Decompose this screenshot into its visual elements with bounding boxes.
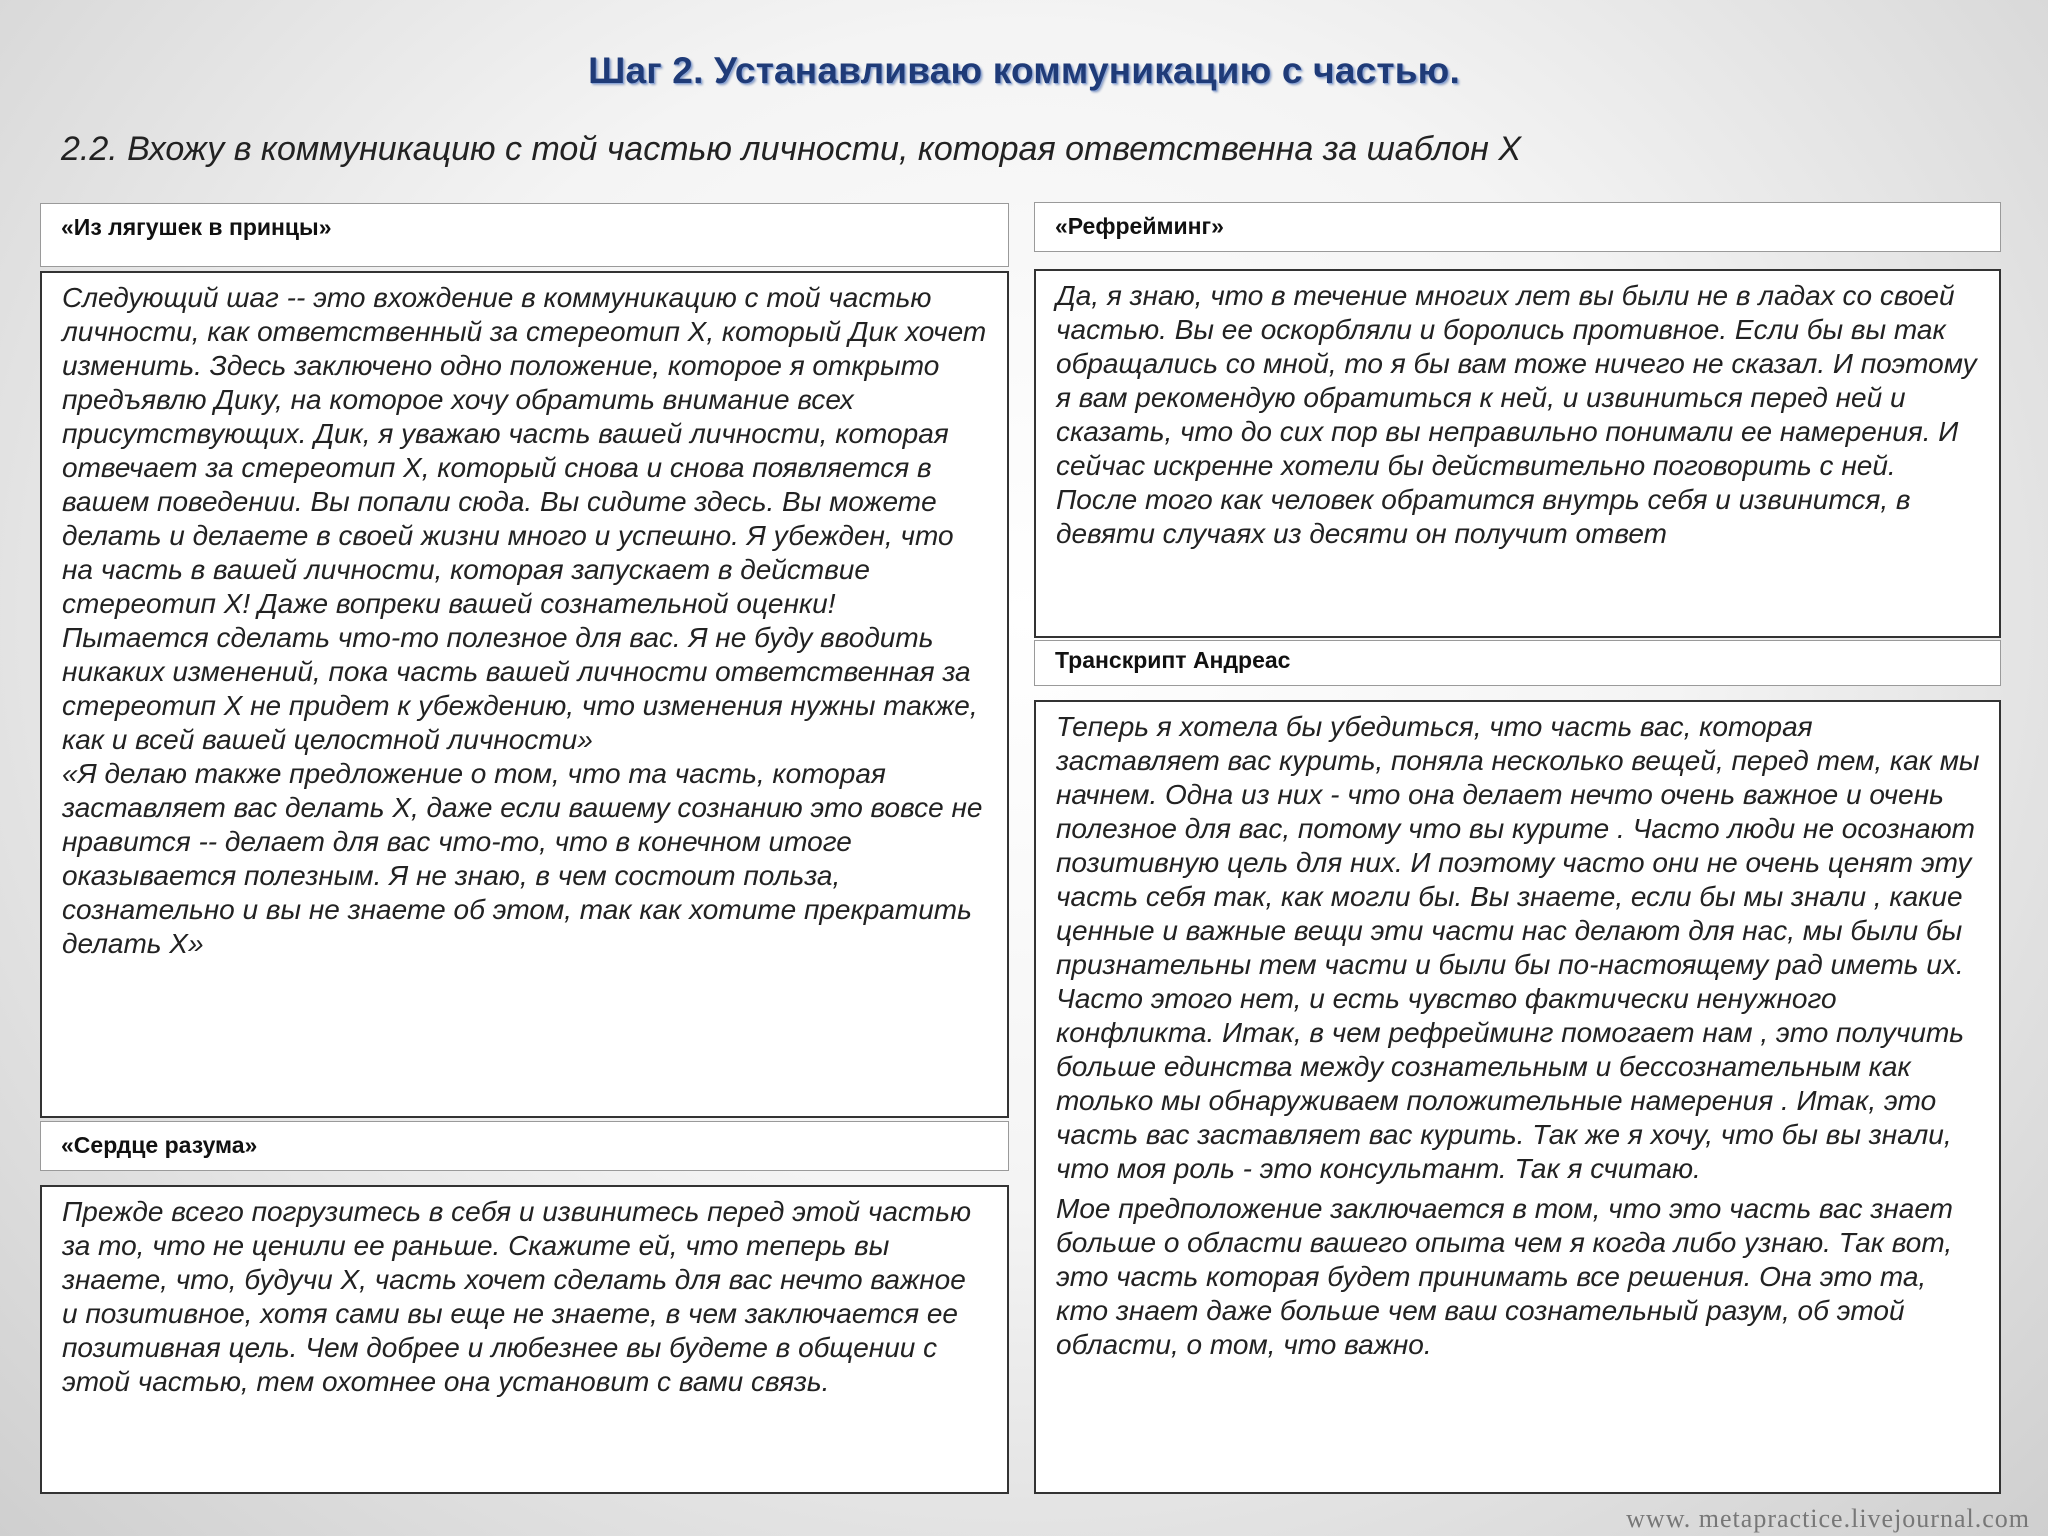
reframing-text-box: [1034, 269, 2001, 638]
heart-of-mind-text: Прежде всего погрузитесь в себя и извинитесь перед этой частью за то, что не ценили ее раньше. Скажите ей, что теперь вы знаете, что, будучи Х, часть хочет сделать для вас нечто важное и позитивное, хотя сами вы еще не знаете, в чем заключается ее позитивная цель. Чем добрее и любезнее вы будете в общении с этой частью, тем охотнее она установит с вами связь.: [62, 1196, 972, 1397]
andreas-transcript-text-2: Мое предположение заключается в том, что это часть вас знает больше о области вашего опыта чем я когда либо узнаю. Так вот, это часть которая будет принимать все решения. Она это та, кто знает даже больше чем ваш сознательный разум, об этой области, о том, что важно.: [1056, 1193, 1953, 1360]
frogs-to-princes-header: [40, 203, 1009, 267]
frogs-to-princes-text: Следующий шаг -- это вхождение в коммуникацию с той частью личности, как ответственный за стереотип Х, который Дик хочет изменить. Здесь заключено одно положение, которое я открыто предъявлю Дику, на которое хочу обратить внимание всех присутствующих. Дик, я уважаю часть вашей личности, которая отвечает за стереотип Х, который снова и снова появляется в вашем поведении. Вы попали сюда. Вы сидите здесь. Вы можете делать и делаете в своей жизни много и успешно. Я убежден, что на часть в вашей личности, которая запускает в действие стереотип Х! Даже вопреки вашей сознательной оценки! Пытается сделать что-то полезное для вас. Я не буду вводить никаких изменений, пока часть вашей личности ответственная за стереотип Х не придет к убеждению, что изменения нужны также, как и всей вашей целостной личности» «Я делаю также предложение о том, что та часть, которая заставляет вас делать Х, даже если вашему сознанию это вовсе не нравится -- делает для вас что-то, что в конечном итоге оказывается полезным. Я не знаю, в чем состоит польза, сознательно и вы не знаете об этом, так как хотите прекратить делать Х»: [62, 282, 987, 959]
reframing-header: [1034, 202, 2001, 252]
heart-of-mind-header-label: «Сердце разума»: [61, 1132, 258, 1158]
frogs-to-princes-text-box: [40, 271, 1009, 1118]
footer-url: www. metapractice.livejournal.com: [1626, 1504, 2030, 1533]
andreas-transcript-header-label: Транскрипт Андреас: [1055, 647, 1291, 673]
slide-title: Шаг 2. Устанавливаю коммуникацию с частью.: [588, 50, 1460, 91]
reframing-text: Да, я знаю, что в течение многих лет вы были не в ладах со своей частью. Вы ее оскорбляли и боролись противное. Если бы вы так обращались со мной, то я бы вам тоже ничего не сказал. И поэтому я вам рекомендую обратиться к ней, и извиниться перед ней и сказать, что до сих пор вы неправильно понимали ее намерения. И сейчас искренне хотели бы действительно поговорить с ней. После того как человек обратится внутрь себя и извинится, в девяти случаях из десяти он получит ответ: [1056, 280, 1977, 549]
reframing-header-label: «Рефрейминг»: [1055, 213, 1224, 239]
heart-of-mind-text-box: [40, 1185, 1009, 1494]
andreas-transcript-text-box: [1034, 700, 2001, 1494]
slide-subtitle: 2.2. Вхожу в коммуникацию с той частью личности, которая ответственна за шаблон Х: [61, 130, 1521, 168]
frogs-to-princes-header-label: «Из лягушек в принцы»: [61, 214, 332, 240]
andreas-transcript-header: [1034, 640, 2001, 686]
andreas-transcript-text-1: Теперь я хотела бы убедиться, что часть вас, которая заставляет вас курить, поняла несколько вещей, перед тем, как мы начнем. Одна из них - что она делает нечто очень важное и очень полезное для вас, потому что вы курите . Часто люди не осознают позитивную цель для них. И поэтому часто они не очень ценят эту часть себя так, как могли бы. Вы знаете, если бы мы знали , какие ценные и важные вещи эти части нас делают для нас, мы были бы признательны тем части и были бы по-настоящему рад иметь их. Часто этого нет, и есть чувство фактически ненужного конфликта. Итак, в чем рефрейминг помогает нам , это получить больше единства между сознательным и бессознательным как только мы обнаруживаем положительные намерения . Итак, это часть вас заставляет вас курить. Так же я хочу, что бы вы знали, что моя роль - это консультант. Так я считаю.: [1056, 711, 1980, 1184]
heart-of-mind-header: [40, 1121, 1009, 1171]
